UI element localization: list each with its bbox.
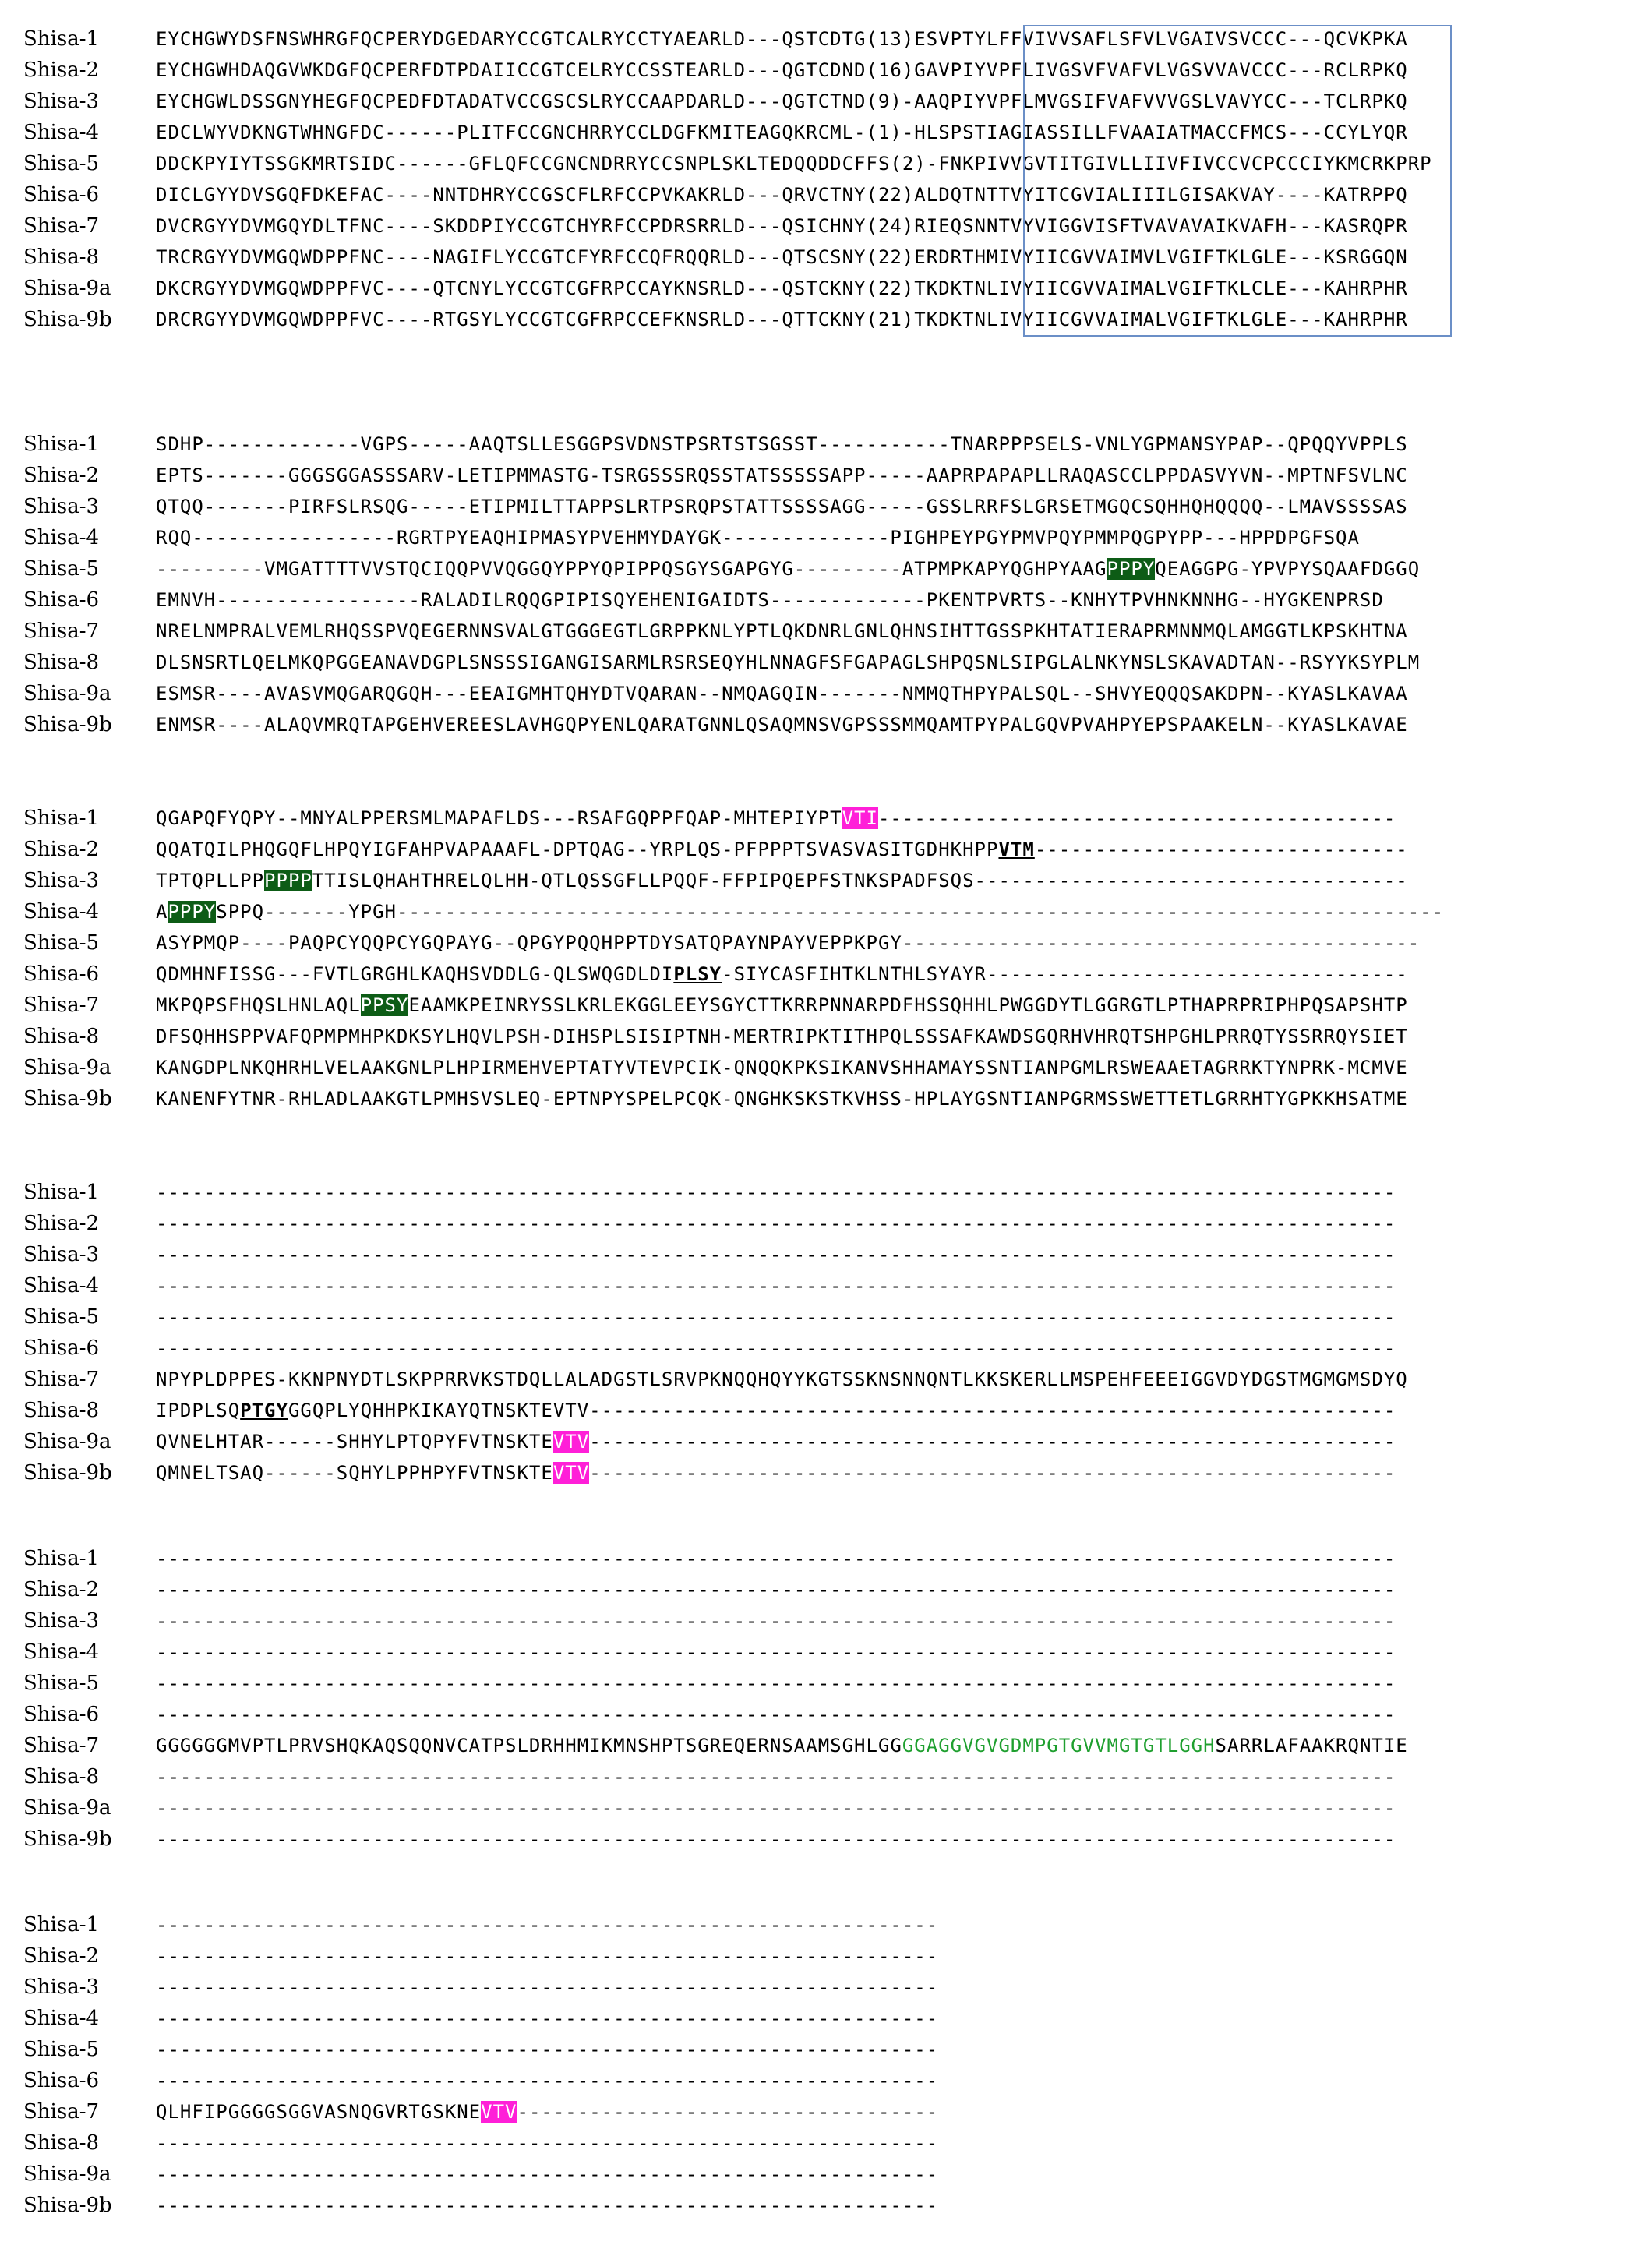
alignment-row [23, 927, 1444, 959]
sequence-residues: ------------------------------------------------------------------------------------------------------- [156, 1181, 1396, 1203]
sequence-name: Shisa-1 [23, 807, 100, 830]
sequence-residues: ENMSR----ALAQVMRQTAPGEHVEREESLAVHGQPYENLQARATGNNLQSAQMNSVGPSSSMMQAMTPYPALGQVPVAHPYEPSPAAKELN--KYASLKAVAE [156, 714, 1408, 736]
transmembrane-box [1023, 25, 1452, 337]
alignment-row [23, 2190, 938, 2221]
sequence-residues: QTQQ-------PIRFSLRSQG-----ETIPMILTTAPPSLRTPSRQPSTATTSSSSAGG-----GSSLRRFSLGRSETMGQCSQHHQHQQQQ--LMAVSSSSAS [156, 496, 1408, 517]
sequence-residues: QLHFIPGGGGSGGVASNQGVRTGSKNEVTV----------------------------------- [156, 2101, 939, 2123]
alignment-block-5 [23, 1543, 1408, 1855]
c-terminal-motif: VTI [842, 807, 878, 829]
sequence-name: Shisa-1 [23, 1547, 100, 1570]
sequence-name: Shisa-5 [23, 1305, 100, 1329]
sequence-residues: ------------------------------------------------------------------------------------------------------- [156, 1579, 1396, 1601]
sequence-name: Shisa-3 [23, 495, 100, 518]
sequence-residues: KANENFYTNR-RHLADLAAKGTLPMHSVSLEQ-EPTNPYSPELPCQK-QNGHKSKSTKVHSS-HPLAYGSNTIANPGRMSSWETTETLGRRHTYGPKKHSATME [156, 1088, 1408, 1110]
sequence-residues: ASYPMQP----PAQPCYQQPCYGQPAYG--QPGYPQQHPPTDYSATQPAYNPAYVEPPKPGY------------------------------------------- [156, 932, 1421, 954]
sequence-name: Shisa-3 [23, 1609, 100, 1633]
sequence-name: Shisa-9b [23, 1827, 112, 1851]
sequence-name: Shisa-2 [23, 1578, 100, 1601]
alignment-row [23, 1239, 1408, 1270]
alignment-row [23, 2159, 938, 2190]
sequence-name: Shisa-4 [23, 1640, 100, 1664]
sequence-residues: SDHP-------------VGPS-----AAQTSLLESGGPSVDNSTPSRTSTSGSST-----------TNARPPPSELS-VNLYGPMANSYPAP--QPQQYVPPLS [156, 433, 1408, 455]
alignment-row [23, 834, 1444, 865]
sequence-name: Shisa-8 [23, 1025, 100, 1048]
sequence-residues: ---------VMGATTTTVVSTQCIQQPVVQGGQYPPYQPIPPQSGYSGAPGYG---------ATPMPKAPYQGHPYAAGPPPYQEAGGPG-YPVPYSQAAFDGGQ [156, 558, 1421, 580]
sequence-residues: TRCRGYYDVMGQWDPPFNC----NAGIFLYCCGTCFYRFCCQFRQQRLD---QTSCSNY(22)ERDRTHMIVYIICGVVAIMVLVGIFTKLGLE---KSRGGQN [156, 246, 1408, 268]
sequence-residues: KANGDPLNKQHRHLVELAAKGNLPLHPIRMEHVEPTATYVTEVPCIK-QNQQKPKSIKANVSHHAMAYSSNTIANPGMLRSWEAAETAGRRKTYNPRK-MCMVE [156, 1057, 1408, 1079]
sequence-residues: ------------------------------------------------------------------------------------------------------- [156, 1672, 1396, 1694]
sequence-residues: QMNELTSAQ------SQHYLPPHPYFVTNSKTEVTV------------------------------------------------------------------- [156, 1462, 1396, 1484]
alignment-row [23, 1052, 1444, 1083]
sequence-residues: NPYPLDPPES-KKNPNYDTLSKPPRRVKSTDQLLALADGSTLSRVPKNQQHQYYKGTSSKNSNNQNTLKKSKERLLMSPEHFEEEIGGVDYDGSTMGMGMSDYQ [156, 1368, 1408, 1390]
c-terminal-motif: VTV [481, 2101, 517, 2123]
sequence-name: Shisa-1 [23, 1913, 100, 1936]
sequence-name: Shisa-4 [23, 526, 100, 549]
sequence-residues: ------------------------------------------------------------------------------------------------------- [156, 1828, 1396, 1850]
alignment-row [23, 647, 1420, 678]
sequence-residues: ------------------------------------------------------------------------------------------------------- [156, 1703, 1396, 1725]
alignment-row [23, 678, 1420, 709]
alignment-row [23, 2034, 938, 2065]
sequence-residues: ----------------------------------------------------------------- [156, 1976, 939, 1998]
sequence-residues: DFSQHHSPPVAFQPMPMHPKDKSYLHQVLPSH-DIHSPLSISIPTNH-MERTRIPKTITHPQLSSSAFKAWDSGQRHVHRQTSHPGHLPRRQTYSSRRQYSIET [156, 1026, 1408, 1047]
sequence-residues: QDMHNFISSG---FVTLGRGHLKAQHSVDDLG-QLSWQGDLDIPLSY-SIYCASFIHTKLNTHLSYAYR----------------------------------- [156, 963, 1408, 985]
alignment-row [23, 865, 1444, 896]
sequence-residues: ------------------------------------------------------------------------------------------------------- [156, 1548, 1396, 1569]
sequence-residues: DDCKPYIYTSSGKMRTSIDC------GFLQFCCGNCNDRRYCCSNPLSKLTEDQQDDCFFS(2)-FNKPIVVGVTITGIVLLIIVFIVCCVCPCCCIYKMCRKPRP [156, 153, 1432, 175]
sequence-residues: TPTQPLLPPPPPPTTISLQHAHTHRELQLHH-QTLQSSGFLLPQQF-FFPIPQEPFSTNKSPADFSQS------------------------------------ [156, 870, 1408, 891]
sequence-name: Shisa-7 [23, 620, 100, 643]
underlined-motif: VTM [998, 838, 1035, 860]
sequence-residues: ----------------------------------------------------------------- [156, 2039, 939, 2060]
sequence-residues: ----------------------------------------------------------------- [156, 2132, 939, 2154]
sequence-residues: ESMSR----AVASVMQGARQGQH---EEAIGMHTQHYDTVQARAN--NMQAGQIN-------NMMQTHPYPALSQL--SHVYEQQQSAKDPN--KYASLKAVAA [156, 683, 1408, 704]
sequence-name: Shisa-5 [23, 931, 100, 955]
alignment-row [23, 522, 1420, 553]
c-terminal-motif: VTV [552, 1431, 590, 1453]
alignment-row [23, 491, 1420, 522]
sequence-name: Shisa-2 [23, 838, 100, 861]
sequence-name: Shisa-8 [23, 2131, 100, 2155]
sequence-name: Shisa-3 [23, 1975, 100, 1999]
alignment-row [23, 1972, 938, 2003]
sequence-residues: DKCRGYYDVMGQWDPPFVC----QTCNYLYCCGTCGFRPCCAYKNSRLD---QSTCKNY(22)TKDKTNLIVYIICGVVAIMALVGIFTKLCLE---KAHRPHR [156, 277, 1408, 299]
sequence-residues: EYCHGWYDSFNSWHRGFQCPERYDGEDARYCCGTCALRYCCTYAEARLD---QSTCDTG(13)ESVPTYLFFVIVVSAFLSFVLVGAIVSVCCC---QCVKPKA [156, 28, 1408, 50]
sequence-name: Shisa-9a [23, 277, 111, 300]
sequence-residues: ------------------------------------------------------------------------------------------------------- [156, 1213, 1396, 1234]
alignment-block-2 [23, 429, 1420, 740]
sequence-name: Shisa-7 [23, 1734, 100, 1757]
ppxy-motif: PPPY [1107, 558, 1156, 580]
alignment-row [23, 1021, 1444, 1052]
sequence-name: Shisa-6 [23, 1703, 100, 1726]
alignment-row [23, 1270, 1408, 1301]
sequence-name: Shisa-7 [23, 2100, 100, 2124]
alignment-row [23, 1543, 1408, 1574]
sequence-residues: EDCLWYVDKNGTWHNGFDC------PLITFCCGNCHRRYCCLDGFKMITEAGQKRCML-(1)-HLSPSTIAGIASSILLFVAAIATMACCFMCS---CCYLYQR [156, 122, 1408, 143]
alignment-row [23, 1699, 1408, 1730]
sequence-residues: MKPQPSFHQSLHNLAQLPPSYEAAMKPEINRYSSLKRLEKGGLEEYSGYCTTKRRPNNARPDFHSSQHHLPWGGDYTLGGRGTLPTHAPRPRIPHPQSAPSHTP [156, 994, 1408, 1016]
sequence-residues: ----------------------------------------------------------------- [156, 2070, 939, 2092]
sequence-residues: ----------------------------------------------------------------- [156, 2194, 939, 2216]
sequence-name: Shisa-9b [23, 1087, 112, 1110]
sequence-residues: ------------------------------------------------------------------------------------------------------- [156, 1641, 1396, 1663]
sequence-name: Shisa-7 [23, 1368, 100, 1391]
alignment-row [23, 2096, 938, 2127]
alignment-row [23, 990, 1444, 1021]
alignment-row [23, 709, 1420, 740]
sequence-name: Shisa-4 [23, 2007, 100, 2030]
sequence-name: Shisa-9b [23, 308, 112, 331]
alignment-row [23, 2003, 938, 2034]
sequence-residues: DVCRGYYDVMGQYDLTFNC----SKDDPIYCCGTCHYRFCCPDRSRRLD---QSICHNY(24)RIEQSNNTVYVIGGVISFTVAVAVAIKVAFH---KASRQPR [156, 215, 1408, 237]
sequence-residues: DICLGYYDVSGQFDKEFAC----NNTDHRYCCGSCFLRFCCPVKAKRLD---QRVCTNY(22)ALDQTNTTVYITCGVIALIIILGISAKVAY----KATRPPQ [156, 184, 1408, 206]
sequence-name: Shisa-8 [23, 1765, 100, 1788]
alignment-row [23, 1083, 1444, 1114]
sequence-name: Shisa-3 [23, 1243, 100, 1266]
sequence-residues: QVNELHTAR------SHHYLPTQPYFVTNSKTEVTV------------------------------------------------------------------- [156, 1431, 1396, 1453]
ppxy-motif: PPPY [168, 901, 217, 923]
sequence-name: Shisa-8 [23, 245, 100, 269]
sequence-name: Shisa-5 [23, 557, 100, 581]
sequence-name: Shisa-4 [23, 121, 100, 144]
alignment-row [23, 2127, 938, 2159]
ppxy-motif: PPPP [264, 870, 312, 891]
sequence-residues: EMNVH-----------------RALADILRQQGPIPISQYEHENIGAIDTS-------------PKENTPVRTS--KNHYTPVHNKNNHG--HYGKENPRSD [156, 589, 1384, 611]
sequence-residues: ------------------------------------------------------------------------------------------------------- [156, 1306, 1396, 1328]
sequence-residues: ----------------------------------------------------------------- [156, 1945, 939, 1967]
sequence-residues: QQATQILPHQGQFLHPQYIGFAHPVAPAAAFL-DPTQAG--YRPLQS-PFPPPTSVASVASITGDHKHPPVTM------------------------------- [156, 838, 1408, 860]
alignment-row [23, 1909, 938, 1940]
alignment-row [23, 1940, 938, 1972]
sequence-name: Shisa-1 [23, 27, 100, 51]
sequence-name: Shisa-6 [23, 1336, 100, 1360]
alignment-block-4 [23, 1177, 1408, 1488]
sequence-name: Shisa-5 [23, 152, 100, 175]
sequence-name: Shisa-9a [23, 1430, 111, 1453]
sequence-residues: QGAPQFYQPY--MNYALPPERSMLMAPAFLDS---RSAFGQPPFQAP-MHTEPIYPTVTI------------------------------------------- [156, 807, 1396, 829]
sequence-residues: ----------------------------------------------------------------- [156, 1914, 939, 1936]
sequence-residues: DRCRGYYDVMGQWDPPFVC----RTGSYLYCCGTCGFRPCCEFKNSRLD---QTTCKNY(21)TKDKTNLIVYIICGVVAIMALVGIFTKLGLE---KAHRPHR [156, 309, 1408, 330]
sequence-name: Shisa-9b [23, 2194, 112, 2217]
sequence-residues: ------------------------------------------------------------------------------------------------------- [156, 1244, 1396, 1266]
sequence-residues: ----------------------------------------------------------------- [156, 2007, 939, 2029]
sequence-name: Shisa-9b [23, 713, 112, 736]
sequence-name: Shisa-5 [23, 2038, 100, 2061]
alignment-row [23, 959, 1444, 990]
sequence-name: Shisa-3 [23, 869, 100, 892]
underlined-motif: PLSY [673, 963, 722, 985]
sequence-name: Shisa-2 [23, 58, 100, 82]
sequence-residues: IPDPLSQPTGYGGQPLYQHHPKIKAYQTNSKTEVTV------------------------------------------------------------------- [156, 1400, 1396, 1421]
alignment-row [23, 584, 1420, 616]
sequence-name: Shisa-2 [23, 464, 100, 487]
alignment-row [23, 1208, 1408, 1239]
sequence-name: Shisa-6 [23, 962, 100, 986]
alignment-row [23, 1824, 1408, 1855]
alignment-row [23, 1574, 1408, 1605]
sequence-residues: NRELNMPRALVEMLRHQSSPVQEGERNNSVALGTGGGEGTLGRPPKNLYPTLQKDNRLGNLQHNSIHTTGSSPKHTATIERAPRMNNMQLAMGGTLKPSKHTNA [156, 620, 1408, 642]
alignment-row [23, 1605, 1408, 1636]
green-residues: GGAGGVGVGDMPGTGVVMGTGTLGGH [902, 1735, 1216, 1756]
alignment-row [23, 896, 1444, 927]
alignment-row [23, 1333, 1408, 1364]
sequence-residues: EYCHGWHDAQGVWKDGFQCPERFDTPDAIICCGTCELRYCCSSTEARLD---QGTCDND(16)GAVPIYVPFLIVGSVFVAFVLVGSVVAVCCC---RCLRPKQ [156, 59, 1408, 81]
alignment-row [23, 1792, 1408, 1824]
alignment-row [23, 2065, 938, 2096]
sequence-residues: APPPYSPPQ-------YPGH--------------------------------------------------------------------------------------- [156, 901, 1445, 923]
sequence-residues: ------------------------------------------------------------------------------------------------------- [156, 1610, 1396, 1632]
alignment-row [23, 1395, 1408, 1426]
sequence-name: Shisa-7 [23, 994, 100, 1017]
alignment-block-3 [23, 803, 1444, 1114]
sequence-residues: ------------------------------------------------------------------------------------------------------- [156, 1337, 1396, 1359]
alignment-row [23, 1457, 1408, 1488]
sequence-residues: ------------------------------------------------------------------------------------------------------- [156, 1275, 1396, 1297]
sequence-name: Shisa-6 [23, 183, 100, 207]
sequence-name: Shisa-9a [23, 682, 111, 705]
alignment-row [23, 429, 1420, 460]
alignment-row [23, 1636, 1408, 1668]
sequence-name: Shisa-9a [23, 2162, 111, 2186]
alignment-block-6 [23, 1909, 938, 2221]
sequence-name: Shisa-9a [23, 1796, 111, 1820]
alignment-row [23, 1364, 1408, 1395]
sequence-residues: ----------------------------------------------------------------- [156, 2163, 939, 2185]
sequence-residues: RQQ-----------------RGRTPYEAQHIPMASYPVEHMYDAYGK--------------PIGHPEYPGYPMVPQYPMMPQGPYPP---HPPDPGFSQA [156, 527, 1360, 549]
sequence-name: Shisa-1 [23, 432, 100, 456]
sequence-name: Shisa-2 [23, 1212, 100, 1235]
sequence-name: Shisa-6 [23, 2069, 100, 2092]
sequence-residues: ------------------------------------------------------------------------------------------------------- [156, 1797, 1396, 1819]
alignment-row [23, 460, 1420, 491]
sequence-residues: EPTS-------GGGSGGASSSARV-LETIPMMASTG-TSRGSSSRQSSTATSSSSSAPP-----AAPRPAPAPLLRAQASCCLPPDASVYVN--MPTNFSVLNC [156, 464, 1408, 486]
sequence-residues: GGGGGGMVPTLPRVSHQKAQSQQNVCATPSLDRHHMIKMNSHPTSGREQERNSAAMSGHLGGGGAGGVGVGDMPGTGVVMGTGTLGGHSARRLAFAAKRQNTIE [156, 1735, 1408, 1756]
sequence-name: Shisa-9b [23, 1461, 112, 1485]
sequence-name: Shisa-7 [23, 214, 100, 238]
sequence-name: Shisa-5 [23, 1672, 100, 1695]
alignment-row [23, 1426, 1408, 1457]
sequence-name: Shisa-9a [23, 1056, 111, 1079]
ppxy-motif: PPSY [360, 994, 409, 1016]
alignment-row [23, 1301, 1408, 1333]
sequence-name: Shisa-4 [23, 1274, 100, 1297]
alignment-row [23, 1761, 1408, 1792]
underlined-motif: PTGY [240, 1400, 288, 1421]
alignment-row [23, 553, 1420, 584]
sequence-residues: DLSNSRTLQELMKQPGGEANAVDGPLSNSSSIGANGISARMLRSRSEQYHLNNAGFSFGAPAGLSHPQSNLSIPGLALNKYNSLSKAVADTAN--RSYYKSYPLM [156, 651, 1421, 673]
sequence-residues: ------------------------------------------------------------------------------------------------------- [156, 1766, 1396, 1788]
sequence-name: Shisa-6 [23, 588, 100, 612]
c-terminal-motif: VTV [552, 1462, 590, 1484]
alignment-row [23, 616, 1420, 647]
sequence-name: Shisa-8 [23, 651, 100, 674]
alignment-row [23, 1730, 1408, 1761]
alignment-row [23, 1668, 1408, 1699]
sequence-name: Shisa-3 [23, 90, 100, 113]
alignment-row [23, 1177, 1408, 1208]
sequence-residues: EYCHGWLDSSGNYHEGFQCPEDFDTADATVCCGSCSLRYCCAAPDARLD---QGTCTND(9)-AAQPIYVPFLMVGSIFVAFVVVGSLVAVYCC---TCLRPKQ [156, 90, 1408, 112]
alignment-row [23, 803, 1444, 834]
alignment-block-1 [23, 23, 1432, 335]
sequence-name: Shisa-2 [23, 1944, 100, 1968]
sequence-name: Shisa-1 [23, 1181, 100, 1204]
sequence-name: Shisa-4 [23, 900, 100, 923]
sequence-name: Shisa-8 [23, 1399, 100, 1422]
